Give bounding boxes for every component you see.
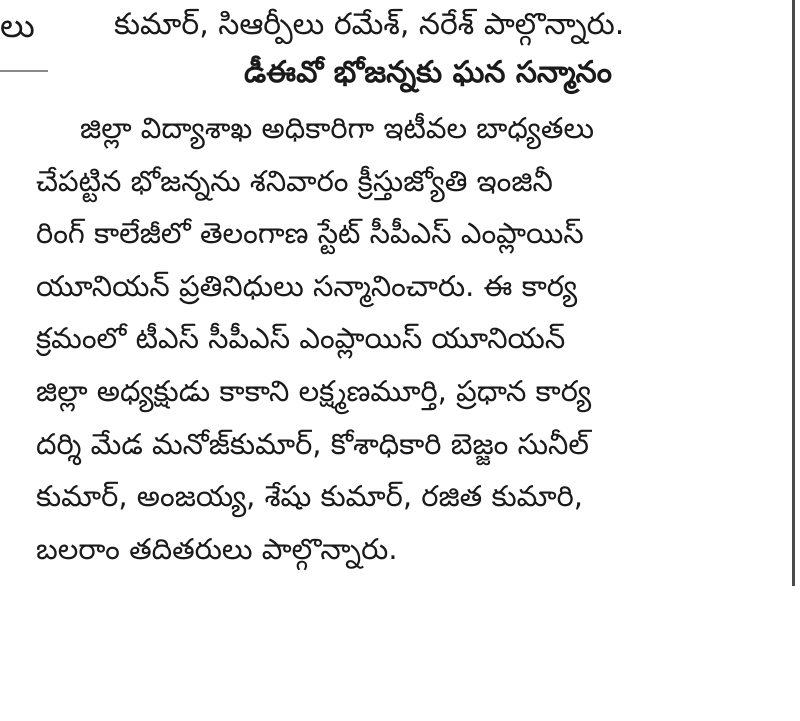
body-line: క్రమంలో టీఎస్ సీపీఎస్ ఎంప్లాయిస్ యూనియన్ <box>36 321 566 356</box>
left-column-fragment: లు <box>0 6 35 45</box>
column-border <box>792 0 795 586</box>
body-line: బలరాం తదితరులు పాల్గొన్నారు. <box>36 531 398 566</box>
body-line: కుమార్, అంజయ్య, శేషు కుమార్, రజిత కుమారి, <box>36 479 584 514</box>
carry-over-line: కుమార్, సిఆర్పీలు రమేశ్, నరేశ్ పాల్గొన్నారు. <box>114 7 625 42</box>
body-line: రింగ్ కాలేజీలో తెలంగాణ స్టేట్ సీపీఎస్ ఎంప్లాయిస్ <box>36 216 584 251</box>
article-body <box>36 102 776 575</box>
news-article <box>36 4 776 575</box>
body-line: యూనియన్ ప్రతినిధులు సన్మానించారు. ఈ కార్య <box>36 268 578 303</box>
body-line: జిల్లా అధ్యక్షుడు కాకాని లక్ష్మణమూర్తి, ప్రధాన కార్య <box>36 373 592 408</box>
article-subheading: డీఈవో భోజన్నకు ఘన సన్మానం <box>244 55 612 90</box>
body-line: దర్శి మేడ మనోజ్‌కుమార్, కోశాధికారి బెజ్జం సునీల్ <box>36 426 589 461</box>
body-line: జిల్లా విద్యాశాఖ అధికారిగా ఇటీవల బాధ్యతలు <box>80 111 595 145</box>
body-line: చేపట్టిన భోజన్నను శనివారం క్రీస్తుజ్యోతి ఇంజినీ <box>36 163 553 198</box>
